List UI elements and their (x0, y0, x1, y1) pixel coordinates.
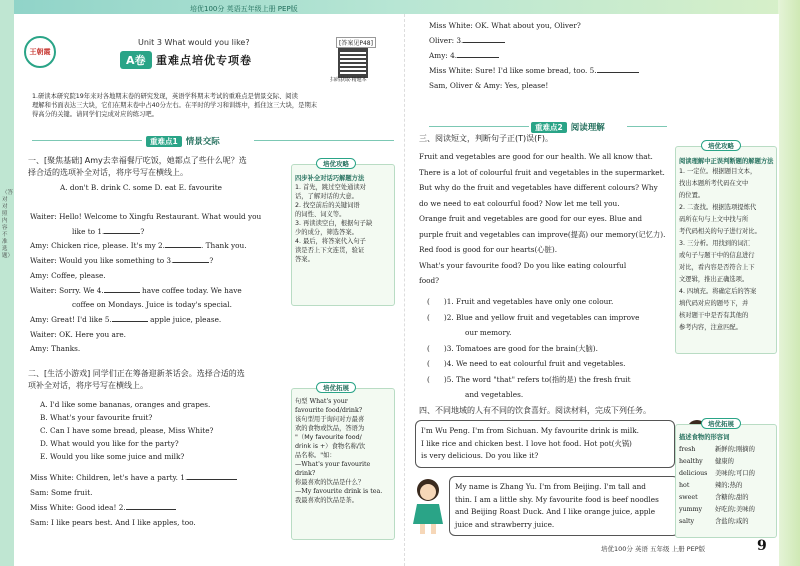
option-list-2: A. I'd like some bananas, oranges and grapes. B. What's your favourite fruit? C. Can I have some bread, please, Miss White? D. What would you like for the party? E. Would you like some juice and milk? (40, 400, 214, 461)
qr-label: 扫码获取·精题本 (330, 77, 367, 83)
tips-content: 四步补全对话巧解题方法 1. 首先，跳过空处通读对 话，了解对话的大意。 2. 找空前后的关键词语 的词性、词义等。 3. 再读读空白，根据句子缺 少的成分，筛选答案。 4. 最后，将答案代入句子 读是否上下文连贯，验证 答案。 (295, 175, 373, 263)
section-heading-2: 重难点2 阅读理解 (531, 120, 605, 134)
page-footer: 培优100分 英语 五年级 上册 PEP版 (601, 545, 706, 553)
margin-note: （答对对照内容不准选题） (2, 190, 14, 259)
intro-paragraph: 1.研读本研究院19年来对各地期末卷的研究发现，英语学科期末考试的重难点是情景交际、阅读 理解和书面表达三大块，它们在期末卷中占40分左右。在平时的学习和训练中，抓住这三大块，是期末 得高分的关键。请同学们完成对应的练习吧。 (32, 93, 318, 118)
answer-blank-10[interactable] (597, 65, 639, 73)
volume-badge: A卷 (120, 51, 152, 69)
answer-blank-2[interactable] (165, 240, 201, 248)
dialogue-2: Miss White: Children, let's have a party. 1. Sam: Some fruit. Miss White: Good idea! 2. Sam: I like pears best. And I like apples, too. (30, 470, 237, 530)
tips-heading: 培优攻略 (701, 140, 741, 151)
tf-item[interactable]: ( )5. The word "that" refers to(指的是) the fresh fruit (427, 374, 631, 384)
answer-blank-7[interactable] (126, 502, 176, 510)
tf-item[interactable]: ( )3. Tomatoes are good for the brain(大脑). (427, 343, 598, 353)
publisher-logo: 王朝霞 (24, 36, 56, 68)
unit-title: Unit 3 What would you like? (138, 38, 250, 47)
header-strip: 培优100分 英语五年级上册 PEP版 (190, 5, 298, 13)
reading-passage: Fruit and vegetables are good for our health. We all know that. There is a lot of colourful fruit and vegetables in the supermarket. But why do the fruit and vegetables have different colours? Why do we need to eat colourful food? Now let me tell you. Orange fruit and vegetables are good for our eyes. Blue and purple fruit and vegetables can improve(提高) our memory(记忆力). Red food is good for our hearts(心脏). What's your favourite food? Do you like eating colourful food? (419, 152, 666, 285)
answer-blank-5[interactable] (112, 314, 148, 322)
section-heading-1: 重难点1 情景交际 (146, 134, 220, 148)
tips-heading: 培优拓展 (316, 382, 356, 393)
question-4-heading: 四、不同地域的人有不同的饮食喜好。阅读材料，完成下列任务。 (419, 406, 651, 415)
adjective-list: 描述食物的形容词 fresh 新鲜的;刚摘的 healthy 健康的 delicious 美味的;可口的 hot 辣的;热的 sweet 含糖的;甜的 yummy 好吃的;美味的 salty 含盐的;咸的 (679, 434, 755, 525)
tf-item[interactable]: ( )4. We need to eat colourful fruit and vegetables. (427, 359, 626, 368)
answer-blank-1[interactable] (104, 226, 140, 234)
divider (254, 140, 394, 141)
answer-blank-9[interactable] (457, 50, 499, 58)
divider (32, 140, 142, 141)
page-title: 重难点培优专项卷 (156, 54, 252, 67)
answer-blank-3[interactable] (173, 255, 209, 263)
option-list: A. don't B. drink C. some D. eat E. favourite (60, 183, 222, 192)
tips-heading: 培优拓展 (701, 418, 741, 429)
right-page (404, 14, 779, 566)
tf-item[interactable]: ( )1. Fruit and vegetables have only one colour. (427, 297, 614, 306)
question-2: 二、[生活小游戏] 同学们正在筹备迎新茶话会。选择合适的选 项补全对话，将序号写在横线上。 (28, 369, 245, 390)
tf-item[interactable]: ( )2. Blue and yellow fruit and vegetables can improve (427, 312, 640, 322)
question-1: 一、[聚焦基础] Amy去幸福餐厅吃饭，她都点了些什么呢？选 择合适的选项补全对话，将序号写在横线上。 A. don't B. drink C. some D. eat E. favourite (28, 156, 247, 192)
speech-bubble-wu-peng: I'm Wu Peng. I'm from Sichuan. My favourite drink is milk. I like rice and chicken best. I love hot food. Hot pot(火锅) is very delicious. Do you like it? (415, 420, 675, 468)
tips-content: 阅读理解中正误判断题的解题方法 1. 一定位。根据题目文本， 找出本题所考代码在文中 的位置。 2. 二查找。根据选项提炼代 码所在句与上文中找与所 考代码相关的句子进行对比。 3. 三分析。用找到的词汇 或句子与题干中的信息进行 对比，看内容是否符合上下 文逻辑，推出正确选项。 4. 四填充。将确定后的答案 填代码对应的题号下，并 核对题干中是否有其他的 参考内容，注意匹配。 (679, 158, 774, 331)
tips-content: 句型 What's your favourite food/drink? 该句型用于询问对方最喜 欢的食物或饮品，答语为 "（My favourite food/ drink is +）食物名称/饮 品名称。"如： —What's your favourite drink? 你最喜欢的饮品是什么？ —My favourite drink is tea. 我最喜欢的饮品是茶。 (295, 398, 383, 504)
right-margin-band (778, 0, 800, 566)
tips-heading: 培优攻略 (316, 158, 356, 169)
answer-blank-6[interactable] (187, 472, 237, 480)
answer-blank-8[interactable] (463, 35, 505, 43)
divider (627, 126, 667, 127)
question-3-heading: 三、阅读短文，判断句子正(T)误(F)。 (419, 134, 553, 143)
speech-bubble-zhang-yu: My name is Zhang Yu. I'm from Beijing. I'm tall and thin. I am a little shy. My favourite food is beef noodles and Beijing Roast Duck. And I like orange juice, apple juice and strawberry juice. (449, 476, 679, 536)
answer-reference: [答案见P48] (336, 37, 376, 48)
left-page (14, 14, 404, 566)
left-margin-band (0, 0, 14, 566)
qr-code-icon[interactable] (338, 48, 368, 78)
true-false-list: ( )1. Fruit and vegetables have only one colour. ( )2. Blue and yellow fruit and vegetables can improve our memory. ( )3. Tomatoes are good for the brain(大脑). ( )4. We need to eat colourful fruit and vegetables. ( )5. The word "that" refers to(指的是) the fresh fruit and vegetables. (427, 294, 639, 403)
girl-illustration (409, 476, 447, 536)
divider (429, 126, 529, 127)
answer-blank-4[interactable] (104, 285, 140, 293)
dialogue-1: Waiter: Hello! Welcome to Xingfu Restaurant. What would you like to 1. ? Amy: Chicken rice, please. It's my 2. . Thank you. Waiter: Would you like something to 3. ? Amy: Coffee, please. Waiter: Sorry. We 4. have coffee today. We have coffee on Mondays. Juice is today's special. Amy: Great! I'd like 5. apple juice, please. Waiter: OK. Here you are. Amy: Thanks. (30, 212, 262, 354)
dialogue-2-continued: Miss White: OK. What about you, Oliver? Oliver: 3. Amy: 4. Miss White: Sure! I'd like some bread, too. 5. Sam, Oliver & Amy: Yes, please! (429, 18, 639, 93)
page-number: 9 (757, 538, 767, 554)
